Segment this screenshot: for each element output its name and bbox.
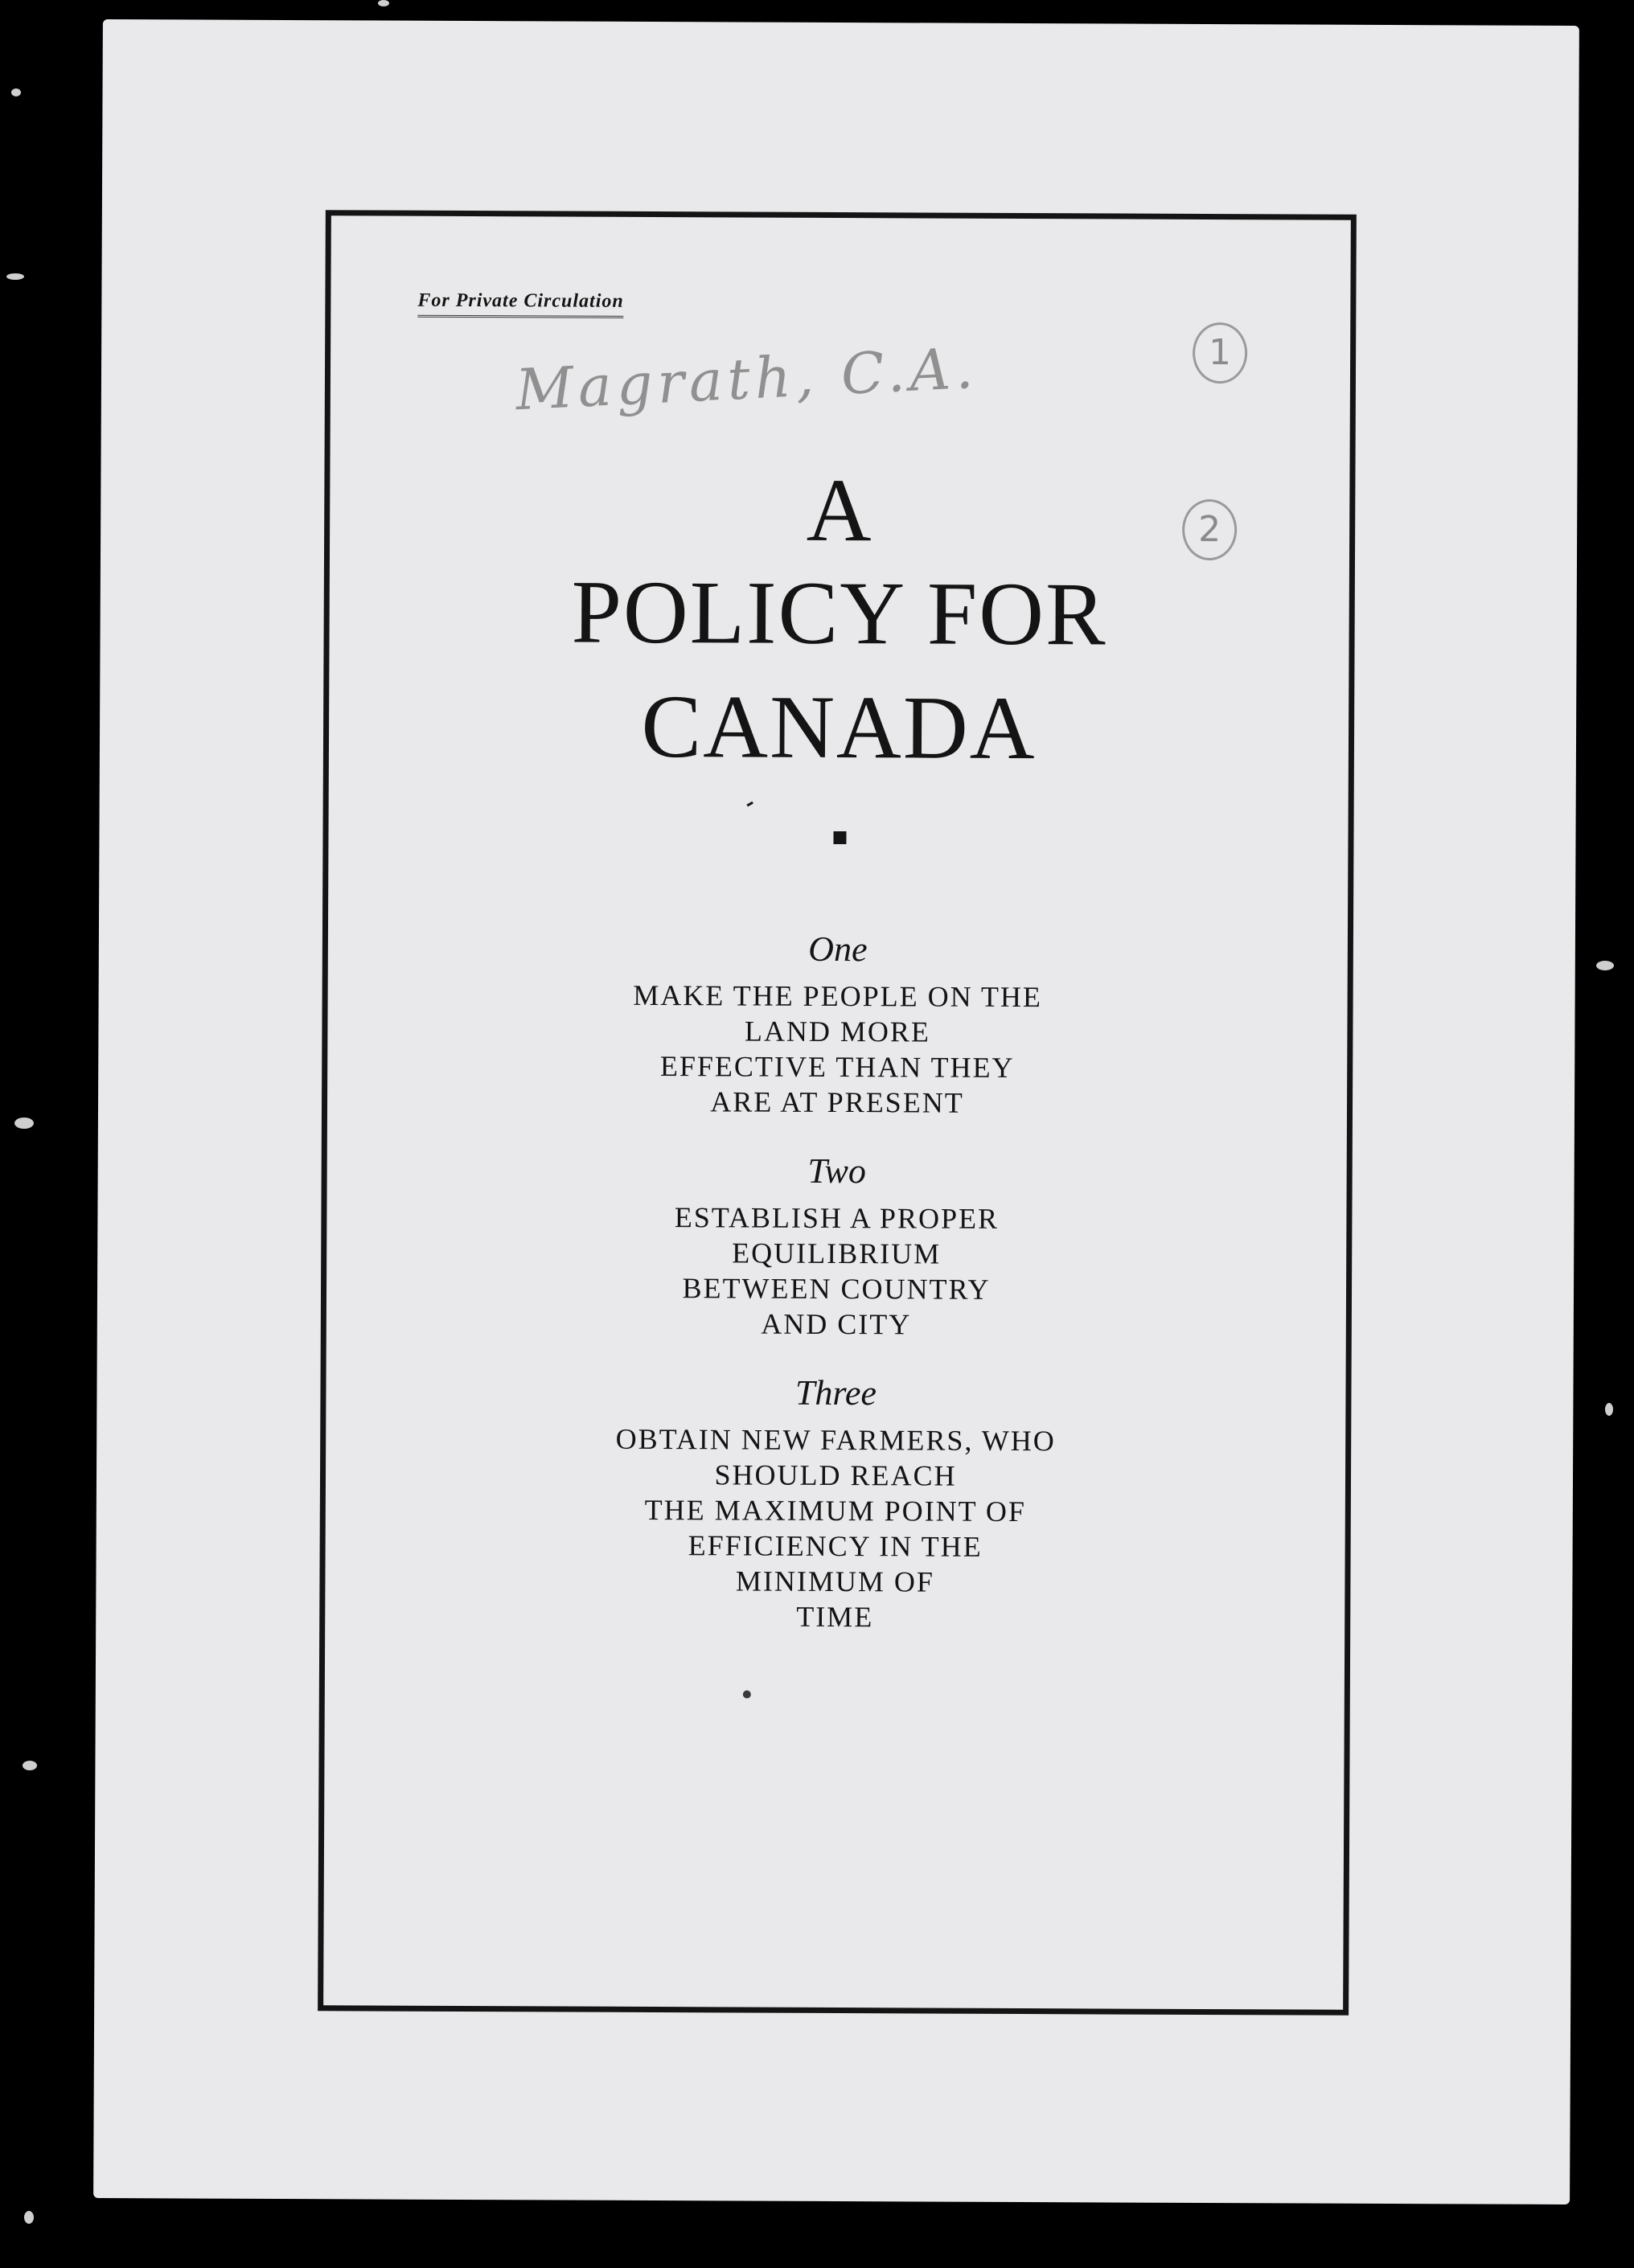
scan-speck: [14, 1118, 34, 1129]
point-line: EQUILIBRIUM: [732, 1237, 942, 1270]
point-text-one: [327, 976, 1348, 1122]
ink-dot: [743, 1691, 751, 1699]
title-line-2: POLICY FOR: [571, 562, 1108, 665]
point-line: EFFICIENCY IN THE: [688, 1529, 983, 1563]
scan-speck: [23, 1761, 37, 1770]
circled-mark: 2: [1182, 499, 1237, 560]
point-line: THE MAXIMUM POINT OF: [644, 1493, 1027, 1528]
point-line: ESTABLISH A PROPER: [674, 1201, 1000, 1235]
document-page: [93, 19, 1579, 2204]
square-ornament: [833, 831, 846, 844]
point-line: EFFECTIVE THAN THEY: [659, 1050, 1015, 1084]
title-line-3: CANADA: [641, 676, 1037, 779]
point-text-two: [326, 1198, 1347, 1344]
title-line-1: A: [806, 460, 873, 561]
circulation-note: For Private Circulation: [417, 290, 624, 318]
point-line: LAND MORE: [744, 1015, 931, 1048]
point-line: TIME: [796, 1600, 874, 1634]
ink-mark: [746, 802, 753, 807]
scan-speck: [24, 2211, 34, 2224]
scan-speck: [1596, 961, 1614, 970]
point-line: OBTAIN NEW FARMERS, WHO: [615, 1422, 1056, 1458]
circled-mark: 1: [1193, 322, 1247, 383]
scan-speck: [378, 0, 389, 6]
scan-speck: [1605, 1403, 1613, 1416]
point-line: MAKE THE PEOPLE ON THE: [633, 978, 1043, 1014]
point-text-three: [325, 1420, 1345, 1637]
handwritten-annotation: Magrath, C.A.: [514, 334, 979, 424]
point-line: MINIMUM OF: [735, 1565, 935, 1598]
point-line: ARE AT PRESENT: [710, 1085, 964, 1119]
scan-speck: [11, 88, 21, 96]
scan-speck: [6, 273, 24, 280]
point-heading-three: Three: [794, 1372, 877, 1413]
page-border-frame: [318, 210, 1357, 2016]
point-heading-two: Two: [807, 1150, 867, 1191]
point-line: SHOULD REACH: [714, 1458, 957, 1492]
point-heading-one: One: [808, 929, 868, 970]
point-line: BETWEEN COUNTRY: [682, 1272, 991, 1306]
point-line: AND CITY: [761, 1307, 912, 1341]
